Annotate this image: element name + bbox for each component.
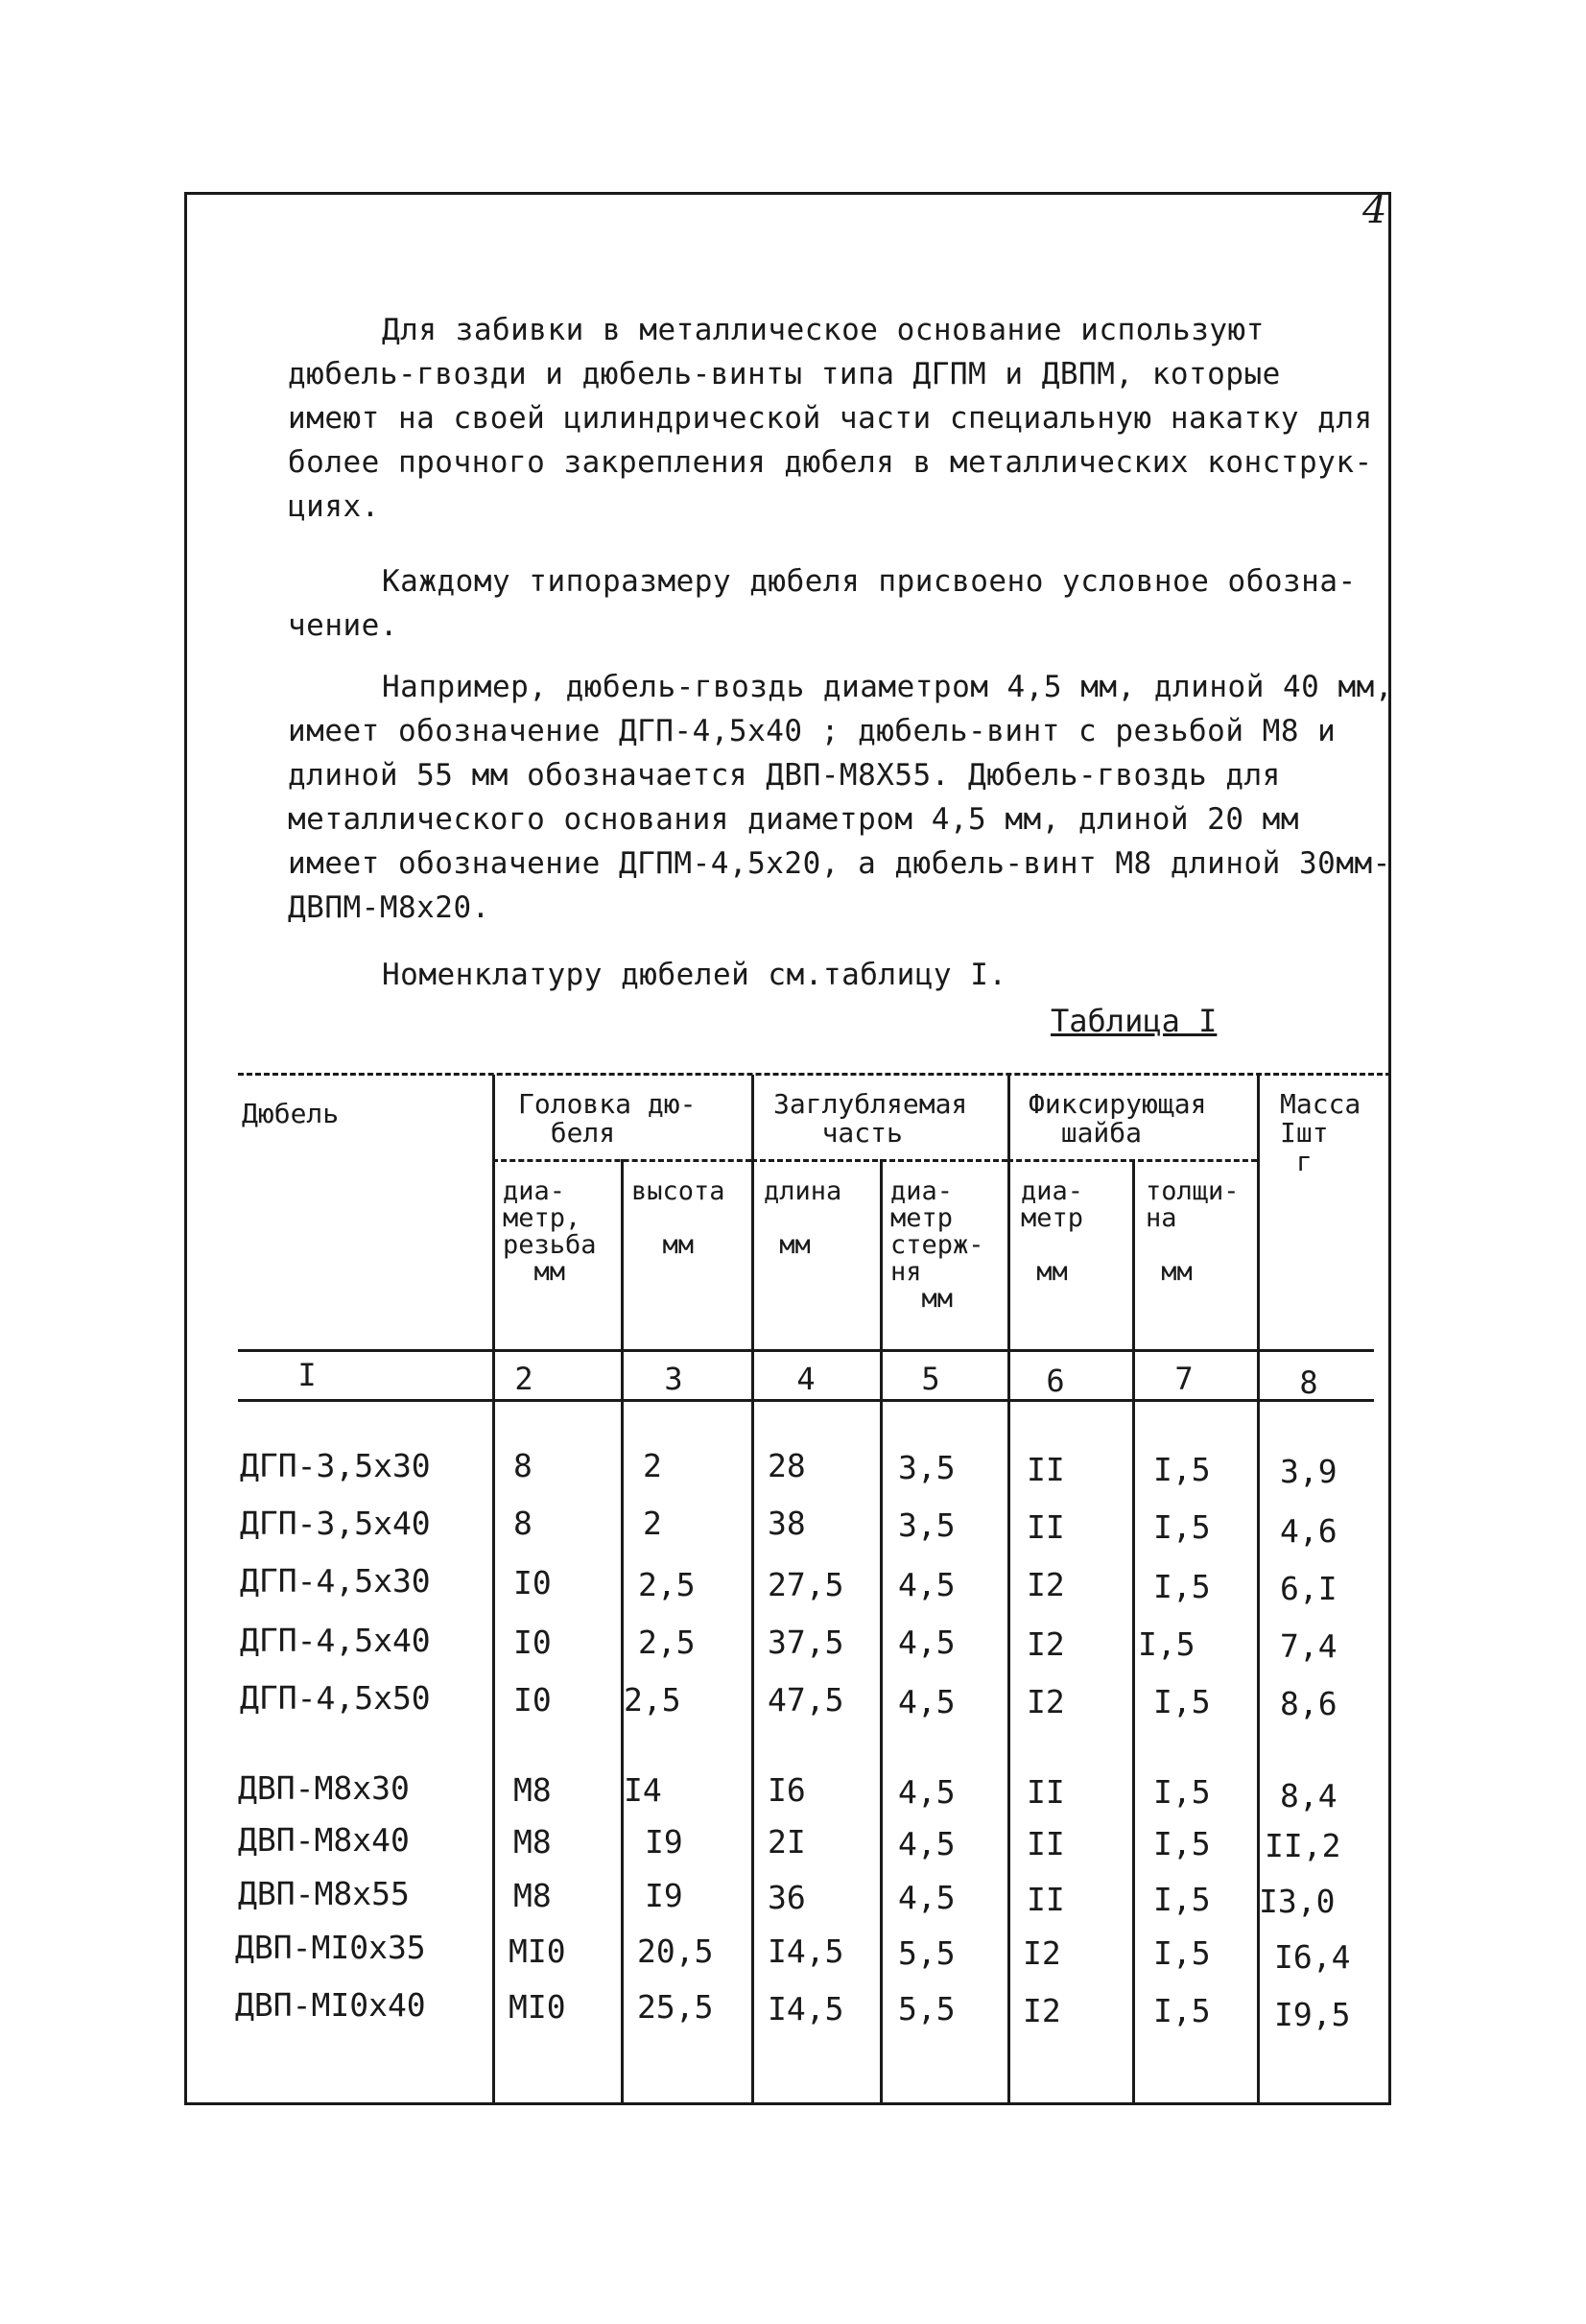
- cell-emb-length: I4,5: [768, 1990, 844, 2028]
- example-line: имеет обозначение ДГПМ-4,5х20, а дюбель-винт М8 длиной 30мм-: [288, 846, 1391, 881]
- column-number: 4: [796, 1361, 816, 1397]
- column-number: 8: [1299, 1364, 1318, 1401]
- header-dowel: Дюбель: [242, 1098, 340, 1129]
- cell-dowel: ДГП-3,5х30: [240, 1447, 431, 1484]
- group-sub-rule: [1007, 1159, 1257, 1162]
- cell-emb-length: 36: [768, 1879, 806, 1916]
- cell-dowel: ДВП-МI0х40: [235, 1986, 426, 2024]
- example-line: имеет обозначение ДГП-4,5х40 ; дюбель-винт с резьбой М8 и: [288, 714, 1337, 748]
- cell-mass: 8,4: [1280, 1777, 1337, 1814]
- column-number-rule: [238, 1399, 1374, 1402]
- cell-mass: I9,5: [1274, 1996, 1351, 2033]
- cell-mass: II,2: [1265, 1827, 1341, 1864]
- cell-washer-thickness: I,5: [1153, 1773, 1211, 1811]
- cell-dowel: ДВП-М8х40: [238, 1821, 410, 1859]
- col-divider: [1007, 1075, 1010, 2103]
- cell-dowel: ДГП-4,5х30: [240, 1562, 431, 1600]
- cell-dowel: ДГП-4,5х50: [240, 1679, 431, 1717]
- header-washer-thickness: толщи- на мм: [1146, 1176, 1240, 1287]
- header-mass: Масса Iшт г: [1280, 1088, 1361, 1177]
- cell-emb-length: 37,5: [768, 1624, 844, 1661]
- intro-line: более прочного закрепления дюбеля в металлических конструк-: [288, 445, 1373, 480]
- cell-mass: 7,4: [1280, 1627, 1337, 1665]
- col-divider: [751, 1075, 754, 2103]
- table-caption: Таблица I: [1051, 1003, 1218, 1039]
- header-head-diameter: диа- метр, резьба мм: [503, 1176, 597, 1287]
- page-number: 4: [1362, 188, 1387, 232]
- cell-emb-length: 38: [768, 1505, 806, 1542]
- cell-washer-thickness: I,5: [1138, 1625, 1195, 1663]
- cell-washer-diameter: II: [1027, 1508, 1065, 1546]
- cell-emb-diameter: 3,5: [898, 1506, 956, 1544]
- cell-dowel: ДВП-М8х55: [238, 1875, 410, 1912]
- cell-head-diameter: 8: [513, 1505, 533, 1542]
- cell-washer-thickness: I,5: [1153, 1825, 1211, 1862]
- cell-head-diameter: М8: [513, 1823, 552, 1861]
- cell-head-diameter: М8: [513, 1771, 552, 1809]
- cell-washer-diameter: I2: [1027, 1566, 1065, 1603]
- cell-head-diameter: I0: [513, 1624, 552, 1661]
- example-line: металлического основания диаметром 4,5 мм, длиной 20 мм: [288, 802, 1299, 837]
- header-washer-diameter: диа- метр мм: [1021, 1176, 1084, 1287]
- group-sub-rule: [492, 1159, 751, 1162]
- intro-line: имеют на своей цилиндрической части специальную накатку для: [288, 401, 1373, 436]
- cell-head-height: 2,5: [638, 1624, 696, 1661]
- cell-washer-diameter: II: [1027, 1773, 1065, 1811]
- header-bottom-rule: [238, 1349, 1374, 1352]
- cell-washer-diameter: II: [1027, 1451, 1065, 1488]
- cell-head-height: 25,5: [637, 1988, 714, 2026]
- column-number: 6: [1046, 1363, 1065, 1399]
- cell-washer-diameter: I2: [1027, 1683, 1065, 1720]
- header-embedded-group: Заглубляемая часть: [773, 1088, 968, 1149]
- cell-mass: 8,6: [1280, 1685, 1337, 1722]
- cell-washer-thickness: I,5: [1153, 1992, 1211, 2029]
- intro-line: Для забивки в металлическое основание используют: [382, 313, 1265, 347]
- cell-emb-diameter: 4,5: [898, 1624, 956, 1661]
- table-top-rule: [238, 1073, 1391, 1076]
- cell-washer-diameter: I2: [1023, 1992, 1061, 2029]
- cell-emb-diameter: 4,5: [898, 1825, 956, 1862]
- cell-mass: I6,4: [1274, 1938, 1351, 1976]
- cell-head-diameter: М8: [513, 1877, 552, 1914]
- cell-dowel: ДВП-МI0х35: [235, 1929, 426, 1966]
- cell-washer-diameter: I2: [1023, 1934, 1061, 1972]
- header-emb-diameter: диа- метр стерж- ня мм: [890, 1176, 984, 1314]
- cell-washer-thickness: I,5: [1153, 1934, 1211, 1972]
- cell-mass: I3,0: [1259, 1883, 1336, 1920]
- cell-washer-diameter: I2: [1027, 1625, 1065, 1663]
- cell-emb-diameter: 4,5: [898, 1879, 956, 1916]
- cell-mass: 4,6: [1280, 1512, 1337, 1550]
- column-number: 3: [664, 1361, 683, 1397]
- cell-dowel: ДВП-М8х30: [238, 1769, 410, 1807]
- cell-emb-diameter: 3,5: [898, 1449, 956, 1486]
- col-divider: [880, 1159, 883, 2103]
- header-emb-length: длина мм: [764, 1176, 842, 1260]
- column-number: 2: [514, 1361, 533, 1397]
- cell-washer-diameter: II: [1027, 1881, 1065, 1918]
- cell-emb-length: 2I: [768, 1823, 806, 1861]
- cell-emb-diameter: 4,5: [898, 1683, 956, 1720]
- cell-washer-thickness: I,5: [1153, 1683, 1211, 1720]
- col-divider: [1257, 1075, 1260, 2103]
- cell-head-diameter: I0: [513, 1681, 552, 1719]
- cell-emb-diameter: 5,5: [898, 1990, 956, 2028]
- cell-washer-thickness: I,5: [1153, 1451, 1211, 1488]
- reference-line: Номенклатуру дюбелей см.таблицу I.: [382, 958, 1007, 992]
- cell-head-diameter: МI0: [509, 1933, 566, 1970]
- col-divider: [1132, 1159, 1135, 2103]
- col-divider: [621, 1159, 624, 2103]
- cell-head-height: I9: [645, 1877, 683, 1914]
- cell-emb-diameter: 4,5: [898, 1566, 956, 1603]
- cell-head-height: I4: [624, 1771, 662, 1809]
- cell-emb-length: I6: [768, 1771, 806, 1809]
- cell-emb-diameter: 4,5: [898, 1773, 956, 1811]
- cell-washer-thickness: I,5: [1153, 1568, 1211, 1605]
- example-line: Например, дюбель-гвоздь диаметром 4,5 мм, длиной 40 мм,: [382, 670, 1393, 704]
- intro-line: дюбель-гвозди и дюбель-винты типа ДГПМ и ДВПМ, которые: [288, 357, 1281, 391]
- cell-head-diameter: МI0: [509, 1988, 566, 2026]
- assignment-line: чение.: [288, 608, 398, 643]
- cell-head-diameter: I0: [513, 1564, 552, 1601]
- cell-washer-thickness: I,5: [1153, 1508, 1211, 1546]
- example-line: длиной 55 мм обозначается ДВП-М8Х55. Дюбель-гвоздь для: [288, 758, 1281, 793]
- cell-head-diameter: 8: [513, 1447, 533, 1484]
- example-line: ДВПМ-М8х20.: [288, 890, 490, 925]
- cell-emb-length: I4,5: [768, 1933, 844, 1970]
- cell-dowel: ДГП-3,5х40: [240, 1505, 431, 1542]
- cell-emb-length: 28: [768, 1447, 806, 1484]
- cell-mass: 3,9: [1280, 1453, 1337, 1490]
- cell-washer-thickness: I,5: [1153, 1881, 1211, 1918]
- cell-head-height: 2,5: [638, 1566, 696, 1603]
- group-sub-rule: [751, 1159, 1007, 1162]
- cell-head-height: 2: [643, 1447, 662, 1484]
- cell-head-height: I9: [645, 1823, 683, 1861]
- cell-head-height: 20,5: [637, 1933, 714, 1970]
- cell-head-height: 2,5: [624, 1681, 681, 1719]
- cell-emb-length: 27,5: [768, 1566, 844, 1603]
- cell-emb-length: 47,5: [768, 1681, 844, 1719]
- col-divider: [492, 1075, 495, 2103]
- header-washer-group: Фиксирующая шайба: [1029, 1088, 1207, 1149]
- cell-washer-diameter: II: [1027, 1825, 1065, 1862]
- cell-mass: 6,I: [1280, 1570, 1337, 1607]
- cell-head-height: 2: [643, 1505, 662, 1542]
- header-head-group: Головка дю- беля: [518, 1088, 697, 1149]
- column-number: 7: [1174, 1361, 1194, 1397]
- column-number: I: [297, 1357, 317, 1393]
- column-number: 5: [921, 1361, 940, 1397]
- intro-line: циях.: [288, 489, 380, 524]
- cell-emb-diameter: 5,5: [898, 1934, 956, 1972]
- header-head-height: высота мм: [631, 1176, 725, 1260]
- assignment-line: Каждому типоразмеру дюбеля присвоено условное обозна-: [382, 564, 1357, 599]
- cell-dowel: ДГП-4,5х40: [240, 1622, 431, 1659]
